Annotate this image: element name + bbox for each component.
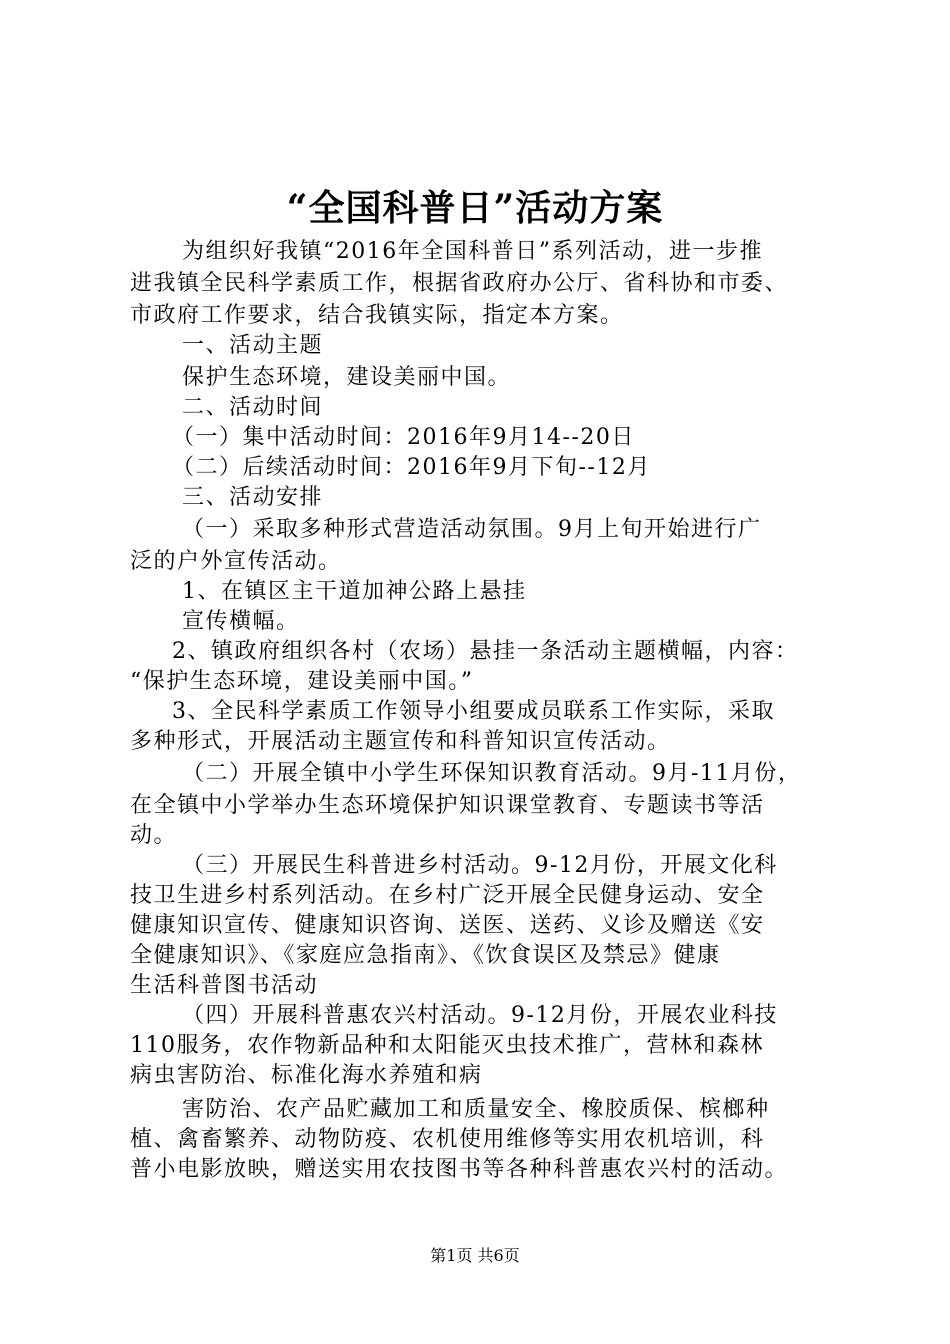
paragraph-line: 害防治、农产品贮藏加工和质量安全、橡胶质保、槟榔种 <box>182 1097 770 1122</box>
paragraph-line: （四）开展科普惠农兴村活动。9-12月份，开展农业科技 <box>182 1003 778 1028</box>
section-heading: 一、活动主题 <box>182 333 324 358</box>
paragraph-line: 动。 <box>130 823 178 848</box>
paragraph-line: 1、在镇区主干道加神公路上悬挂 <box>182 579 527 604</box>
paragraph-line: 生活科普图书活动 <box>130 973 319 998</box>
paragraph-line: 健康知识宣传、健康知识咨询、送医、送药、义诊及赠送《安 <box>130 913 765 938</box>
paragraph-line: “保护生态环境，建设美丽中国。” <box>130 669 474 694</box>
paragraph-line: 3、全民科学素质工作领导小组要成员联系工作实际，采取 <box>172 699 775 724</box>
paragraph-line: 进我镇全民科学素质工作，根据省政府办公厅、省科协和市委、 <box>130 271 789 296</box>
paragraph-line: 110服务，农作物新品种和太阳能灭虫技术推广，营林和森林 <box>130 1033 764 1058</box>
paragraph-line: 技卫生进乡村系列活动。在乡村广泛开展全民健身运动、安全 <box>130 883 765 908</box>
paragraph-line: 保护生态环境，建设美丽中国。 <box>182 365 512 390</box>
paragraph-line: （一）采取多种形式营造活动氛围。9月上旬开始进行广 <box>182 517 762 542</box>
paragraph-line: 泛的户外宣传活动。 <box>130 549 342 574</box>
paragraph-line: （三）开展民生科普进乡村活动。9-12月份，开展文化科 <box>182 853 778 878</box>
paragraph-line: 普小电影放映，赠送实用农技图书等各种科普惠农兴村的活动。 <box>130 1157 789 1182</box>
page-footer: 第1页 共6页 <box>430 1246 520 1265</box>
section-heading: 二、活动时间 <box>182 395 324 420</box>
paragraph-line: 植、禽畜繁养、动物防疫、农机使用维修等实用农机培训，科 <box>130 1127 765 1152</box>
paragraph-line: 宣传横幅。 <box>182 609 300 634</box>
document-title: “全国科普日”活动方案 <box>286 187 664 229</box>
section-heading: 三、活动安排 <box>182 485 324 510</box>
paragraph-line: 市政府工作要求，结合我镇实际，指定本方案。 <box>130 303 624 328</box>
paragraph-line: （一）集中活动时间：2016年9月14--20日 <box>172 425 635 450</box>
paragraph-line: 多种形式，开展活动主题宣传和科普知识宣传活动。 <box>130 729 671 754</box>
paragraph-line: （二）后续活动时间：2016年9月下旬--12月 <box>172 455 651 480</box>
paragraph-line: 在全镇中小学举办生态环境保护知识课堂教育、专题读书等活 <box>130 793 765 818</box>
paragraph-line: 2、镇政府组织各村（农场）悬挂一条活动主题横幅，内容： <box>172 639 799 664</box>
paragraph-line: 为组织好我镇“2016年全国科普日”系列活动，进一步推 <box>182 239 763 264</box>
paragraph-line: （二）开展全镇中小学生环保知识教育活动。9月-11月份， <box>182 761 802 786</box>
paragraph-line: 全健康知识》、《家庭应急指南》、《饮食误区及禁忌》健康 <box>130 943 721 968</box>
paragraph-line: 病虫害防治、标准化海水养殖和病 <box>130 1063 483 1088</box>
